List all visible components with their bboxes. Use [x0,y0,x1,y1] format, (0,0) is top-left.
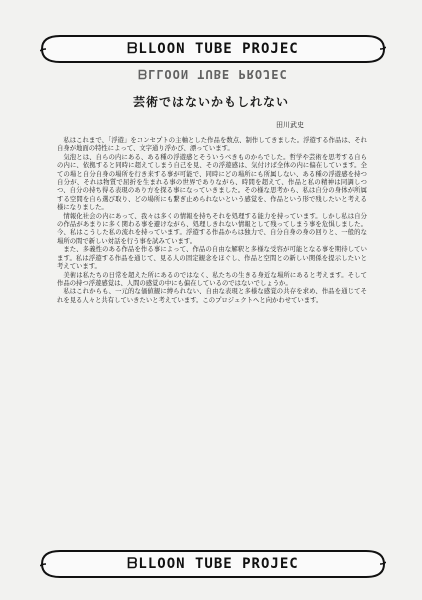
author-name: 田川武史 [276,121,304,129]
paragraph: 気泡とは、自らの内にある、ある種の浮遊感とそういうべきものからでした。哲学や芸術を思考する自らの内に、依拠すると同時に超えてしまう自己を見、その浮遊感は、気付けば全体の内に偏在しています。全ての場と自分自身の場所を行き来する事が可能で、同時にどの場所にも所属しない、ある種の浮遊感を持つ自分が、それは物質で屈折を生まれる事の世界でありながら、時間を超えて、作品と私の精神は同調しつつ、自分の持ち得る表現のあり方を探る事になっていきました。その様な思考から、私は自分の身体が所属する空間を自ら選び取り、どの場所にも繋ぎ止められないという感覚を、作品という形で残したいと考える様になりました。 [57,153,367,212]
paragraph: また、多義性のある作品を作る事によって、作品の自由な解釈と多様な受容が可能となる事を期待しています。私は浮遊する作品を通じて、見る人の固定観念をほぐし、作品と空間との新しい関係を提示したいと考えています。 [57,246,367,271]
paragraph: 情報化社会の内にあって、我々は多くの情報を持ちそれを処理する能力を持っています。しかし私は自分の作品があまりに多く関わる事を避けながら、処理しきれない情報として残ってしまう事を危惧しました。今、私はこうした私の流れを持っています。浮遊する作品からは独力で、自分自身の身の回りと、一般的な場所の間で新しい対話を行う事を試みています。 [57,212,367,245]
paragraph: 私はこれまで、「浮遊」をコンセプトの主軸とした作品を数点、制作してきました。浮遊する作品は、それ自身が地面の特性によって、文字通り浮かび、漂っています。 [57,137,367,153]
paragraph: 美術は私たちの日常を超えた所にあるのではなく、私たちの生きる身近な場所にあると考えます。そして作品の持つ浮遊感覚は、人間の感覚の中にも偏在しているのではないでしょうか。 [57,271,367,287]
paragraph: 私はこれからも、一元的な価値観に縛られない、自由な表現と多様な感覚の共存を求め、作品を通じてそれを見る人々と共有していきたいと考えています。このプロジェクトへと向かわせています。 [57,288,367,304]
footer-tube-banner [40,545,386,587]
document-body [57,137,367,305]
footer-banner-text: ᗷLLOON TUBE PROJEC [127,556,299,572]
document-title: 芸術ではないかもしれない [132,95,289,109]
header-mirror-wrap [40,30,386,90]
header-banner-mirror: ᗷLLOON TUBE PROJEC [138,67,288,81]
header-banner-text: ᗷLLOON TUBE PROJEC [127,41,299,57]
